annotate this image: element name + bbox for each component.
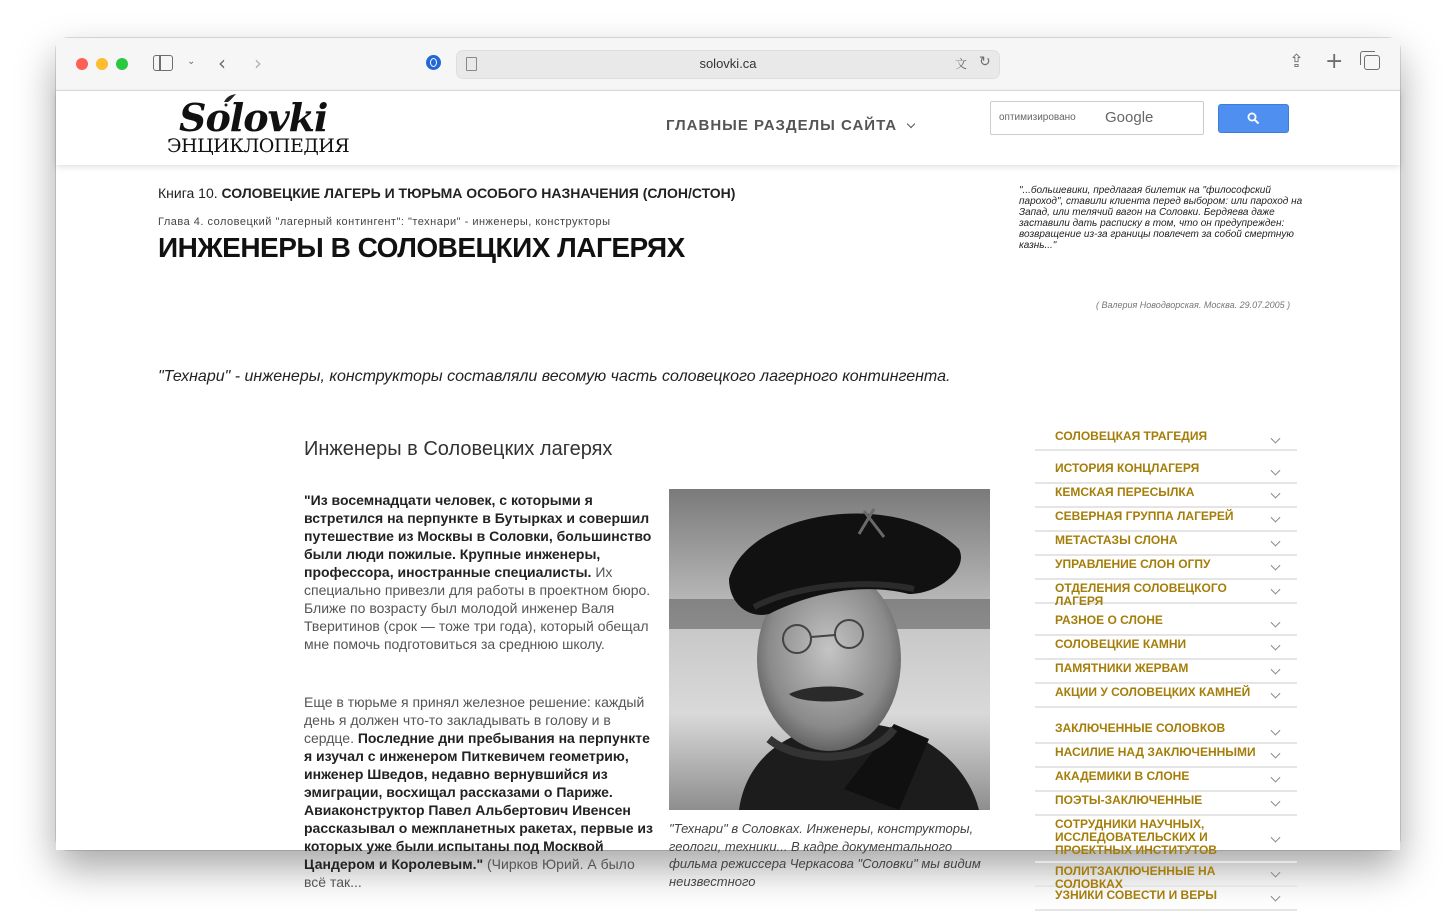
search-button[interactable]	[1218, 104, 1289, 133]
sidebar-item-slon-metastases[interactable]	[1035, 532, 1297, 556]
forward-arrow-icon[interactable]: ›	[254, 51, 262, 75]
sidebar-item-research-staff[interactable]	[1035, 816, 1297, 863]
sidebar-item-camp-history[interactable]	[1035, 462, 1297, 484]
logo-subtitle: ЭНЦИКЛОПЕДИЯ	[167, 135, 350, 157]
sidebar-item-northern-camps[interactable]	[1035, 508, 1297, 532]
logo-word: Solovki	[179, 95, 328, 140]
sidebar-item-label: ПАМЯТНИКИ ЖЕРВАМ	[1055, 661, 1189, 675]
sidebar-item-camp-divisions[interactable]	[1035, 580, 1297, 608]
search-icon	[1247, 112, 1260, 125]
address-bar[interactable]	[456, 50, 1000, 79]
paragraph-2-end: . А было всё так...	[304, 856, 635, 890]
sidebar-item-label: ПОЭТЫ-ЗАКЛЮЧЕННЫЕ	[1055, 793, 1203, 807]
browser-toolbar	[56, 38, 1400, 91]
article-paragraph-1	[304, 491, 656, 653]
chevron-down-icon[interactable]: ⌄	[187, 56, 196, 67]
article-paragraph-2	[304, 693, 656, 891]
sidebar-item-label: МЕТАСТАЗЫ СЛОНА	[1055, 533, 1178, 547]
engineer-photo	[669, 489, 990, 810]
sidebar-item-label: ИСТОРИЯ КОНЦЛАГЕРЯ	[1055, 461, 1200, 475]
sidebar-item-label: УПРАВЛЕНИЕ СЛОН ОГПУ	[1055, 557, 1211, 571]
sidebar-item-label: АКЦИИ У СОЛОВЕЦКИХ КАМНЕЙ	[1055, 685, 1251, 699]
sidebar-item-label: СОЛОВЕЦКИЕ КАМНИ	[1055, 637, 1187, 651]
sidebar-item-label: УЗНИКИ СОВЕСТИ И ВЕРЫ	[1055, 888, 1217, 902]
main-sections-menu[interactable]	[666, 117, 914, 134]
lead-paragraph: "Технари" - инженеры, конструкторы составляли весомую часть соловецкого лагерного контингента.	[158, 368, 951, 385]
sidebar-item-label: ОТДЕЛЕНИЯ СОЛОВЕЦКОГО ЛАГЕРЯ	[1055, 581, 1227, 608]
sidebar-item-solovki-tragedy[interactable]	[1035, 430, 1297, 451]
article-title: Инженеры в Соловецких лагерях	[304, 438, 613, 460]
site-header	[56, 91, 1400, 165]
url-text: solovki.ca	[699, 56, 757, 71]
sidebar-toggle-icon[interactable]	[153, 55, 173, 71]
back-arrow-icon[interactable]: ‹	[218, 51, 226, 75]
sidebar-item-kem-transit[interactable]	[1035, 484, 1297, 508]
book-prefix: Книга 10.	[158, 185, 218, 201]
translate-icon[interactable]: 文	[955, 57, 968, 71]
page-title: ИНЖЕНЕРЫ В СОЛОВЕЦКИХ ЛАГЕРЯХ	[158, 232, 685, 263]
paragraph-1-bold: "Из восемнадцати человек, с которыми я встретился на перпункте в Бутырках и совершил путешествие из Москвы в Соловки, большинство были люди пожилые. Крупные инженеры, профессора, иностранные специалисты.	[304, 492, 652, 580]
sidebar-item-stone-actions[interactable]	[1035, 684, 1297, 708]
zoom-window-button[interactable]	[116, 58, 128, 70]
reload-icon[interactable]: ↻	[979, 54, 991, 70]
sidebar-item-label: АКАДЕМИКИ В СЛОНЕ	[1055, 769, 1190, 783]
sidebar-group-4	[1035, 722, 1297, 911]
sidebar-item-solovki-stones[interactable]	[1035, 636, 1297, 660]
sidebar-group-3	[1035, 614, 1297, 708]
sidebar-item-prisoners[interactable]	[1035, 722, 1297, 744]
paragraph-2-start: Еще в тюрьме я принял железное решение: каждый день я должен что-то закладывать в голову и в сердце.	[304, 694, 645, 746]
sidebar-item-slon-administration[interactable]	[1035, 556, 1297, 580]
paragraph-2-cite[interactable]: (Чирков Юрий	[483, 856, 580, 872]
sidebar-item-label: ЗАКЛЮЧЕННЫЕ СОЛОВКОВ	[1055, 721, 1226, 735]
sidebar-item-political-prisoners[interactable]	[1035, 863, 1297, 891]
epigraph-quote: "...большевики, предлагая билетик на "философский пароход", ставили клиента перед выбором: или пароход на Запад, или телячий вагон на Соловки. Бердяева даже заставили дать расписку в том, что он предупрежден: возвращение из-за границы повлечет за собой смертную казнь..."	[1019, 185, 1303, 251]
sidebar-item-label: РАЗНОЕ О СЛОНЕ	[1055, 613, 1163, 627]
sidebar-group-2	[1035, 461, 1297, 608]
minimize-window-button[interactable]	[96, 58, 108, 70]
sidebar-item-label: НАСИЛИЕ НАД ЗАКЛЮЧЕННЫМИ	[1055, 745, 1256, 759]
page-content	[56, 91, 1400, 902]
sidebar-item-violence[interactable]	[1035, 744, 1297, 768]
main-sections-label: ГЛАВНЫЕ РАЗДЕЛЫ САЙТА	[666, 117, 898, 134]
paragraph-2-bold: Последние дни пребывания на перпункте я изучал с инженером Питкевичем геометрию, инженер Шведов, недавно вернувшийся из эмиграции, восхищал рассказами о Париже. Авиаконструктор Павел Альбертович Ивенсен рассказывал о межпланетных ракетах, первые из которых уже были испытаны под Москвой Цандером и Королевым."	[304, 730, 653, 872]
sidebar-item-label: СЕВЕРНАЯ ГРУППА ЛАГЕРЕЙ	[1055, 509, 1234, 523]
new-tab-icon[interactable]: +	[1325, 49, 1344, 74]
paragraph-1-rest: Их специально привезли для работы в проектном бюро. Ближе по возрасту был молодой инженер Валя Тверитинов (срок — тоже три года), который обещал мне помочь подготовиться за среднюю школу.	[304, 564, 651, 652]
tab-overview-icon[interactable]	[1364, 55, 1380, 70]
sidebar-item-prisoners-of-conscience[interactable]	[1035, 887, 1297, 911]
sidebar-group-1	[1035, 430, 1297, 451]
sidebar-item-misc-slon[interactable]	[1035, 614, 1297, 636]
sidebar-item-poets[interactable]	[1035, 792, 1297, 816]
chapter-heading: Глава 4. соловецкий "лагерный контингент": "технари" - инженеры, конструкторы	[158, 216, 611, 228]
photo-caption: "Технари" в Соловках. Инженеры, конструкторы, геологи, техники... В кадре документального фильма режиссера Черкасова "Соловки" мы видим неизвестного	[669, 821, 981, 889]
book-heading	[158, 185, 735, 201]
search-input[interactable]	[990, 101, 1204, 135]
book-title: СОЛОВЕЦКИЕ ЛАГЕРЬ И ТЮРЬМА ОСОБОГО НАЗНАЧЕНИЯ (СЛОН/СТОН)	[221, 185, 736, 201]
sidebar-item-label: КЕМСКАЯ ПЕРЕСЫЛКА	[1055, 485, 1195, 499]
sidebar-item-victim-memorials[interactable]	[1035, 660, 1297, 684]
sidebar-item-label: СОТРУДНИКИ НАУЧНЫХ, ИССЛЕДОВАТЕЛЬСКИХ И ПРОЕКТНЫХ ИНСТИТУТОВ	[1055, 817, 1217, 857]
sidebar-item-academicians[interactable]	[1035, 768, 1297, 792]
share-icon[interactable]: ⇪	[1289, 51, 1305, 72]
close-window-button[interactable]	[76, 58, 88, 70]
epigraph-source: ( Валерия Новодворская. Москва. 29.07.2005 )	[1096, 300, 1291, 310]
browser-window	[56, 38, 1400, 902]
chevron-down-icon	[907, 120, 915, 128]
password-manager-icon[interactable]	[426, 55, 441, 70]
search-powered-label: оптимизировано	[999, 112, 1076, 123]
google-brand: Google	[1105, 109, 1154, 126]
sidebar-item-label: ПОЛИТЗАКЛЮЧЕННЫЕ НА СОЛОВКАХ	[1055, 864, 1216, 891]
sidebar-item-label: СОЛОВЕЦКАЯ ТРАГЕДИЯ	[1055, 429, 1208, 443]
